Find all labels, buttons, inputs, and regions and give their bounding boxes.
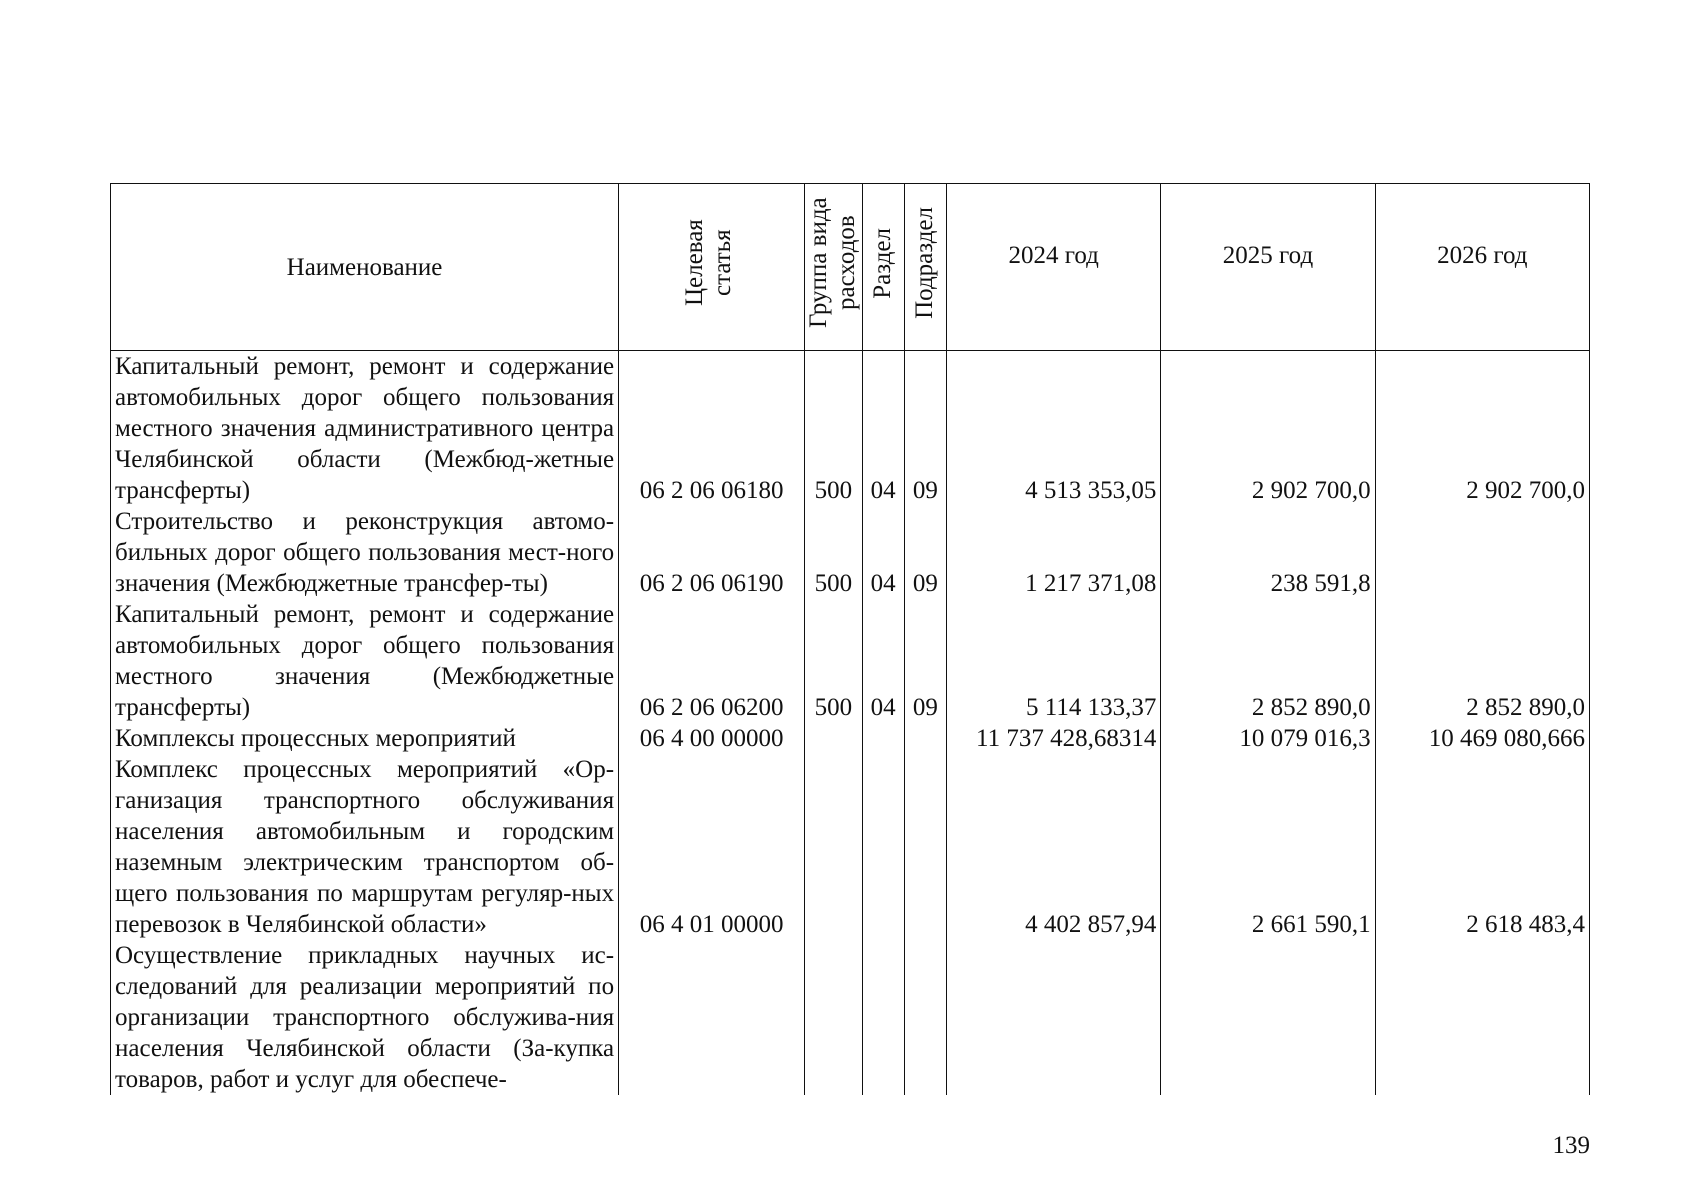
table-row xyxy=(111,940,1590,1095)
row-name: Комплексы процессных мероприятий xyxy=(111,723,619,754)
row-section: 04 xyxy=(862,506,904,599)
row-2024: 4 402 857,94 xyxy=(947,754,1161,940)
row-group: 500 xyxy=(805,506,862,599)
row-2024: 5 114 133,37 xyxy=(947,599,1161,723)
row-group: 500 xyxy=(805,351,862,507)
row-target: 06 2 06 06200 xyxy=(619,599,805,723)
header-name: Наименование xyxy=(111,184,619,351)
row-section xyxy=(862,723,904,754)
row-name: Капитальный ремонт, ремонт и содержание автомобильных дорог общего пользования местного значения (Межбюджетные трансферты) xyxy=(111,599,619,723)
row-name: Комплекс процессных мероприятий «Ор-ганизация транспортного обслуживания населения автомобильным и городским наземным электрическим транспортом об-щего пользования по маршрутам регуляр-ных перевозок в Челябинской области» xyxy=(111,754,619,940)
row-2026 xyxy=(1375,506,1589,599)
row-target: 06 2 06 06180 xyxy=(619,351,805,507)
row-subsection: 09 xyxy=(904,351,946,507)
row-2026: 10 469 080,666 xyxy=(1375,723,1589,754)
row-2025: 2 852 890,0 xyxy=(1161,599,1375,723)
row-group xyxy=(805,940,862,1095)
row-name: Строительство и реконструкция автомо-бильных дорог общего пользования мест-ного значения (Межбюджетные трансфер-ты) xyxy=(111,506,619,599)
row-target: 06 4 00 00000 xyxy=(619,723,805,754)
row-subsection xyxy=(904,754,946,940)
row-2025: 2 661 590,1 xyxy=(1161,754,1375,940)
row-subsection xyxy=(904,940,946,1095)
row-subsection: 09 xyxy=(904,599,946,723)
row-2026: 2 852 890,0 xyxy=(1375,599,1589,723)
row-name: Осуществление прикладных научных ис-следований для реализации мероприятий по организации транспортного обслужива-ния населения Челябинской области (За-купка товаров, работ и услуг для обеспече- xyxy=(111,940,619,1095)
row-2025: 2 902 700,0 xyxy=(1161,351,1375,507)
table-row xyxy=(111,599,1590,723)
row-group: 500 xyxy=(805,599,862,723)
row-2025: 238 591,8 xyxy=(1161,506,1375,599)
row-group xyxy=(805,754,862,940)
header-2025: 2025 год xyxy=(1161,184,1375,351)
row-2024 xyxy=(947,940,1161,1095)
table-row xyxy=(111,506,1590,599)
row-2025 xyxy=(1161,940,1375,1095)
budget-table xyxy=(110,183,1590,1095)
table-row xyxy=(111,723,1590,754)
row-target xyxy=(619,940,805,1095)
row-section xyxy=(862,940,904,1095)
row-2025: 10 079 016,3 xyxy=(1161,723,1375,754)
row-2024: 11 737 428,68314 xyxy=(947,723,1161,754)
row-target: 06 2 06 06190 xyxy=(619,506,805,599)
header-2026: 2026 год xyxy=(1375,184,1589,351)
header-group: Группа вида расходов xyxy=(805,184,862,351)
header-2024: 2024 год xyxy=(947,184,1161,351)
page-number: 139 xyxy=(1552,1132,1590,1159)
row-2026: 2 618 483,4 xyxy=(1375,754,1589,940)
row-name: Капитальный ремонт, ремонт и содержание автомобильных дорог общего пользования местного значения административного центра Челябинской области (Межбюд-жетные трансферты) xyxy=(111,351,619,507)
row-2024: 4 513 353,05 xyxy=(947,351,1161,507)
row-section xyxy=(862,754,904,940)
table-row xyxy=(111,754,1590,940)
row-2026: 2 902 700,0 xyxy=(1375,351,1589,507)
row-target: 06 4 01 00000 xyxy=(619,754,805,940)
row-2026 xyxy=(1375,940,1589,1095)
header-target: Целевая статья xyxy=(619,184,805,351)
row-2024: 1 217 371,08 xyxy=(947,506,1161,599)
row-group xyxy=(805,723,862,754)
table-row xyxy=(111,351,1590,507)
row-section: 04 xyxy=(862,351,904,507)
row-subsection: 09 xyxy=(904,506,946,599)
row-subsection xyxy=(904,723,946,754)
row-section: 04 xyxy=(862,599,904,723)
table-header-row xyxy=(111,184,1590,351)
header-subsection: Подраздел xyxy=(904,184,946,351)
header-section: Раздел xyxy=(862,184,904,351)
